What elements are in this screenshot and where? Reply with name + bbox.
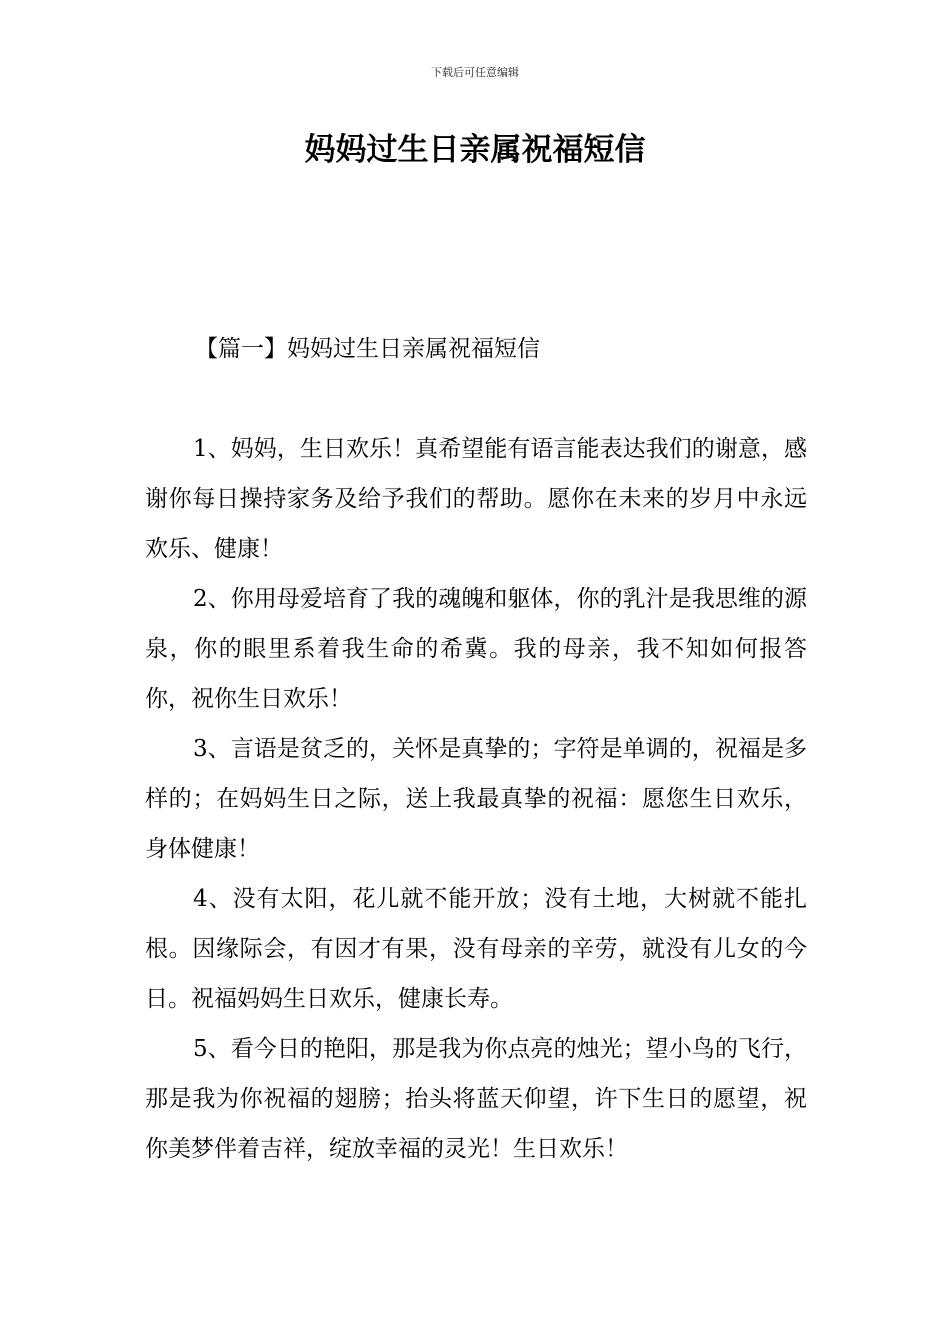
section-heading: 【篇一】妈妈过生日亲属祝福短信 (195, 336, 540, 362)
document-title: 妈妈过生日亲属祝福短信 (304, 132, 646, 168)
header-note: 下载后可任意编辑 (431, 66, 519, 79)
paragraph-4: 4、没有太阳，花儿就不能开放；没有土地，大树就不能扎根。因缘际会，有因才有果，没有母亲的辛劳，就没有儿女的今日。祝福妈妈生日欢乐，健康长寿。 (145, 886, 807, 1012)
paragraph-5: 5、看今日的艳阳，那是我为你点亮的烛光；望小鸟的飞行，那是我为你祝福的翅膀；抬头将蓝天仰望，许下生日的愿望，祝你美梦伴着吉祥，绽放幸福的灵光！生日欢乐！ (145, 1036, 807, 1162)
paragraph-2: 2、你用母爱培育了我的魂魄和躯体，你的乳汁是我思维的源泉，你的眼里系着我生命的希冀。我的母亲，我不知如何报答你，祝你生日欢乐！ (145, 586, 807, 712)
document-body (145, 424, 807, 1174)
paragraph-3: 3、言语是贫乏的，关怀是真挚的；字符是单调的，祝福是多样的；在妈妈生日之际，送上我最真挚的祝福：愿您生日欢乐，身体健康！ (145, 736, 807, 862)
paragraph-1: 1、妈妈，生日欢乐！真希望能有语言能表达我们的谢意，感谢你每日操持家务及给予我们的帮助。愿你在未来的岁月中永远欢乐、健康！ (145, 436, 807, 562)
